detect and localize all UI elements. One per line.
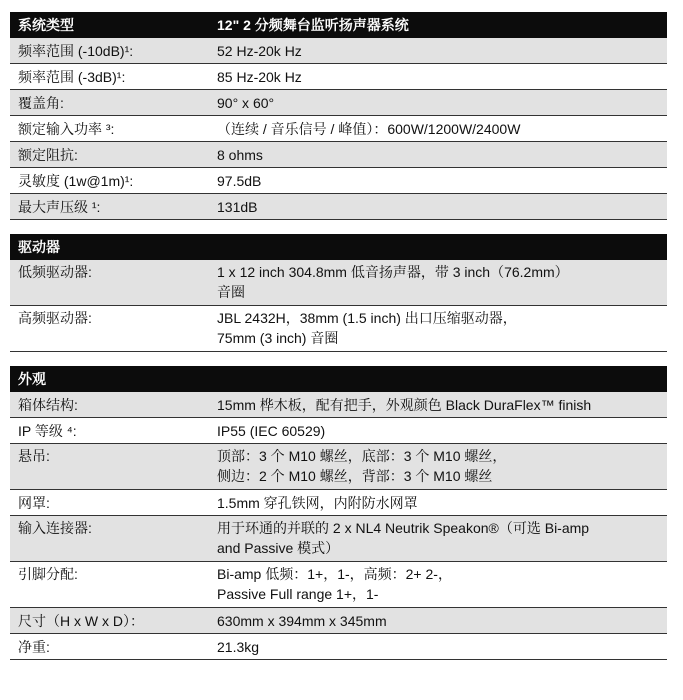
- spec-row: [10, 194, 667, 220]
- spec-label: 低频驱动器:: [18, 264, 92, 280]
- spec-section: [10, 366, 667, 660]
- section-header: [10, 234, 667, 260]
- spec-value-line: 97.5dB: [217, 172, 262, 189]
- spec-value: [217, 260, 667, 305]
- spec-row: [10, 260, 667, 306]
- spec-value: [217, 608, 667, 633]
- spec-row: [10, 168, 667, 194]
- spec-value-line: 52 Hz-20k Hz: [217, 42, 302, 59]
- spec-label: 额定阻抗:: [18, 146, 78, 163]
- spec-value-line: 1 x 12 inch 304.8mm 低音扬声器，带 3 inch（76.2mm）: [217, 264, 569, 280]
- spec-row: [10, 116, 667, 142]
- spec-label: 高频驱动器:: [18, 310, 92, 326]
- spec-label: 频率范围 (-10dB)¹:: [18, 42, 134, 59]
- spec-value-line: 顶部：3 个 M10 螺丝，底部：3 个 M10 螺丝，: [217, 448, 507, 464]
- spec-value-line: 侧边：2 个 M10 螺丝，背部：3 个 M10 螺丝: [217, 468, 493, 484]
- section-title: 驱动器: [18, 239, 60, 255]
- spec-sheet: [10, 12, 667, 674]
- spec-label: 悬吊:: [18, 448, 50, 464]
- spec-row: [10, 64, 667, 90]
- section-title: 系统类型: [18, 17, 74, 33]
- spec-label: 频率范围 (-3dB)¹:: [18, 68, 126, 85]
- section-title: 外观: [18, 371, 46, 387]
- spec-value-line: 21.3kg: [217, 638, 260, 655]
- spec-row: [10, 392, 667, 418]
- section-header: [10, 366, 667, 392]
- spec-value-line: 90° x 60°: [217, 94, 275, 111]
- spec-row: [10, 90, 667, 116]
- spec-section: [10, 12, 667, 220]
- spec-label: 灵敏度 (1w@1m)¹:: [18, 172, 134, 189]
- spec-row: [10, 516, 667, 562]
- spec-value: [217, 64, 667, 89]
- spec-row: [10, 490, 667, 516]
- spec-value: [217, 634, 667, 659]
- spec-label: IP 等级 ⁴:: [18, 422, 77, 439]
- spec-value-line: 1.5mm 穿孔铁网，内附防水网罩: [217, 494, 418, 511]
- spec-value-line: （连续 / 音乐信号 / 峰值）：600W/1200W/2400W: [217, 120, 521, 137]
- spec-row: [10, 608, 667, 634]
- spec-value: [217, 116, 667, 141]
- spec-label: 额定输入功率 ³:: [18, 120, 115, 137]
- spec-row: [10, 306, 667, 352]
- spec-value-line: 15mm 桦木板，配有把手，外观颜色 Black DuraFlex™ finish: [217, 396, 592, 413]
- spec-value-line: 音圈: [217, 284, 245, 300]
- spec-label: 输入连接器:: [18, 520, 92, 536]
- spec-value: [217, 194, 667, 219]
- spec-row: [10, 142, 667, 168]
- section-title-value: 12" 2 分频舞台监听扬声器系统: [217, 17, 409, 33]
- spec-value-line: 131dB: [217, 198, 258, 215]
- spec-value: [217, 418, 667, 443]
- spec-value: [217, 562, 667, 607]
- spec-value: [217, 516, 667, 561]
- spec-label: 引脚分配:: [18, 566, 78, 582]
- spec-value-line: Bi-amp 低频：1+，1-，高频：2+ 2-，: [217, 566, 452, 582]
- spec-label: 网罩:: [18, 494, 50, 511]
- spec-value: [217, 90, 667, 115]
- spec-value: [217, 444, 667, 489]
- spec-value-line: 用于环通的并联的 2 x NL4 Neutrik Speakon®（可选 Bi-amp: [217, 520, 590, 536]
- spec-value-line: and Passive 模式）: [217, 540, 340, 556]
- spec-row: [10, 562, 667, 608]
- spec-value: [217, 392, 667, 417]
- spec-value: [217, 490, 667, 515]
- spec-row: [10, 444, 667, 490]
- spec-row: [10, 38, 667, 64]
- spec-value-line: JBL 2432H，38mm (1.5 inch) 出口压缩驱动器，: [217, 310, 517, 326]
- spec-row: [10, 418, 667, 444]
- spec-value: [217, 142, 667, 167]
- spec-label: 最大声压级 ¹:: [18, 198, 101, 215]
- spec-value-line: 8 ohms: [217, 146, 263, 163]
- spec-value-line: 85 Hz-20k Hz: [217, 68, 302, 85]
- section-header: [10, 12, 667, 38]
- spec-row: [10, 634, 667, 660]
- spec-label: 箱体结构:: [18, 396, 78, 413]
- spec-label: 覆盖角:: [18, 94, 64, 111]
- spec-value: [217, 306, 667, 351]
- spec-label: 尺寸（H x W x D）：: [18, 612, 144, 629]
- spec-value-line: Passive Full range 1+，1-: [217, 586, 379, 602]
- spec-value: [217, 168, 667, 193]
- spec-value-line: 630mm x 394mm x 345mm: [217, 612, 387, 629]
- spec-value-line: 75mm (3 inch) 音圈: [217, 330, 339, 346]
- spec-section: [10, 234, 667, 352]
- spec-value-line: IP55 (IEC 60529): [217, 422, 326, 439]
- spec-value: [217, 38, 667, 63]
- spec-label: 净重:: [18, 638, 50, 655]
